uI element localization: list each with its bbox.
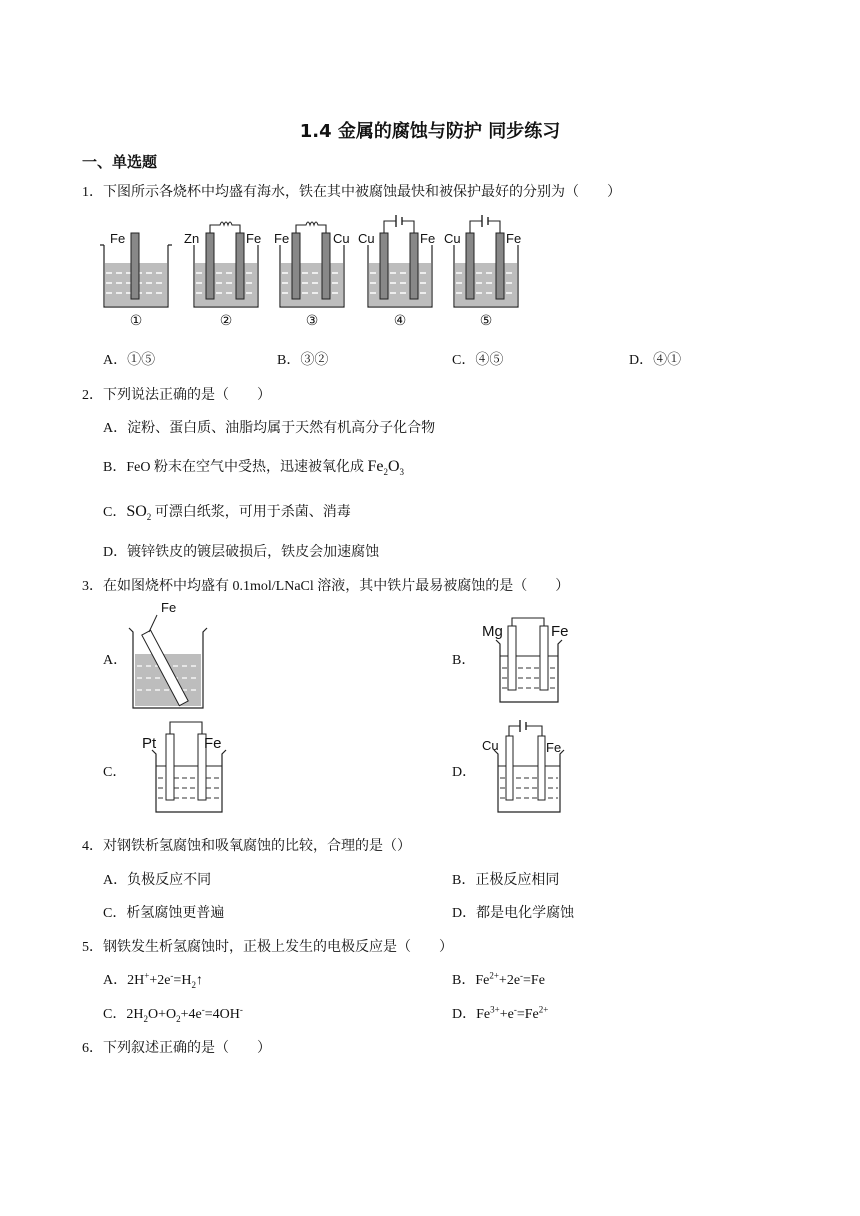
- q3-figure-a: [125, 598, 215, 714]
- q5b-5: =Fe: [523, 973, 545, 988]
- q3-figure-d: [480, 716, 580, 816]
- q3-c-metal-2: Fe: [204, 735, 222, 752]
- q5c-7: =4OH: [204, 1007, 240, 1022]
- q5b-3: +2e: [498, 973, 521, 988]
- question-1-figure: [96, 215, 536, 331]
- q5c-8: -: [239, 1004, 243, 1015]
- q5a-3: +2e: [149, 973, 171, 988]
- q1-option-a[interactable]: A．①⑤: [103, 353, 156, 368]
- q5c-1: C．2H: [103, 1007, 144, 1022]
- q2-option-a[interactable]: A．淀粉、蛋白质、油脂均属于天然有机高分子化合物: [103, 421, 436, 436]
- q1-b3-metal-1: Fe: [274, 231, 290, 246]
- q1-b4-metal-2: Fe: [420, 231, 436, 246]
- q5b-4: -: [520, 970, 524, 981]
- q1-fig-label-5: ⑤: [479, 312, 493, 328]
- q3-d-metal-2: Fe: [546, 740, 562, 755]
- q2-option-d[interactable]: D．镀锌铁皮的镀层破损后，铁皮会加速腐蚀: [103, 545, 380, 560]
- q3-d-metal-1: Cu: [482, 738, 499, 753]
- q5c-4: 2: [176, 1013, 181, 1024]
- q3-option-c-label[interactable]: C．: [103, 765, 127, 780]
- q1-b5-metal-1: Cu: [444, 231, 461, 246]
- q2-option-c-sub: 2: [146, 511, 152, 522]
- q1-b2-metal-2: Fe: [246, 231, 262, 246]
- q3-b-metal-2: Fe: [551, 623, 569, 640]
- q1-b3-metal-2: Cu: [333, 231, 350, 246]
- q5a-5: =H: [173, 973, 192, 988]
- question-2-stem: 2．下列说法正确的是（ ）: [82, 388, 271, 403]
- question-1-stem: 1．下图所示各烧杯中均盛有海水，铁在其中被腐蚀最快和被保护最好的分别为（ ）: [82, 185, 621, 200]
- q5a-4: -: [170, 970, 174, 981]
- question-5-stem: 5．钢铁发生析氢腐蚀时，正极上发生的电极反应是（ ）: [82, 940, 453, 955]
- q5d-4: -: [513, 1004, 517, 1015]
- q5a-1: A．2H: [103, 973, 145, 988]
- q5b-1: B．Fe: [452, 973, 490, 988]
- q1-b2-metal-1: Zn: [184, 231, 200, 246]
- q5-option-b[interactable]: [452, 969, 545, 989]
- q4-option-c[interactable]: C．析氢腐蚀更普遍: [103, 906, 225, 921]
- question-6-stem: 6．下列叙述正确的是（ ）: [82, 1041, 271, 1056]
- q5d-2: 3+: [490, 1004, 500, 1015]
- q3-c-metal-1: Pt: [142, 735, 157, 752]
- q5c-6: -: [201, 1004, 205, 1015]
- q5b-2: 2+: [489, 970, 499, 981]
- q5a-2: +: [144, 970, 150, 981]
- q2-option-b[interactable]: [103, 456, 404, 477]
- q1-b1-metal-1: Fe: [110, 231, 126, 246]
- q3-option-b-label[interactable]: B．: [452, 653, 476, 668]
- q1-option-d[interactable]: D．④①: [629, 353, 682, 368]
- q2-option-b-chem2: O: [387, 458, 400, 475]
- q5c-3: O+O: [147, 1007, 177, 1022]
- q5d-1: D．Fe: [452, 1007, 491, 1022]
- q5-option-c[interactable]: [103, 1003, 243, 1024]
- q5a-6: 2: [191, 979, 196, 990]
- q5-option-a[interactable]: [103, 969, 203, 990]
- q3-b-metal-1: Mg: [482, 623, 503, 640]
- q2-option-b-sub2: 3: [399, 466, 405, 477]
- q1-fig-label-1: ①: [129, 312, 143, 328]
- q2-option-c[interactable]: [103, 501, 351, 522]
- q4-option-b[interactable]: B．正极反应相同: [452, 873, 560, 888]
- q3-option-a-label[interactable]: A．: [103, 653, 128, 668]
- question-3-stem: 3．在如图烧杯中均盛有 0.1mol/LNaCl 溶液，其中铁片最易被腐蚀的是（ ）: [82, 579, 570, 594]
- q5c-2: 2: [143, 1013, 148, 1024]
- q5c-5: +4e: [180, 1007, 202, 1022]
- q3-figure-c: [140, 720, 240, 816]
- q3-figure-b: [482, 614, 582, 706]
- q5-option-d[interactable]: [452, 1003, 548, 1023]
- section-heading: 一、单选题: [82, 153, 158, 171]
- q5d-6: 2+: [538, 1004, 549, 1015]
- q3-a-metal: Fe: [161, 600, 177, 615]
- question-4-stem: 4．对钢铁析氢腐蚀和吸氧腐蚀的比较，合理的是（）: [82, 839, 411, 854]
- q2-option-b-chem: Fe: [367, 458, 384, 475]
- page-title: 1.4 金属的腐蚀与防护 同步练习: [299, 121, 561, 142]
- q4-option-a[interactable]: A．负极反应不同: [103, 873, 212, 888]
- q1-option-b[interactable]: B．③②: [277, 353, 329, 368]
- q1-fig-label-2: ②: [219, 312, 233, 328]
- q5d-3: +e: [499, 1007, 514, 1022]
- q2-option-c-chem: SO: [126, 503, 147, 520]
- q2-option-b-text: B．FeO 粉末在空气中受热，迅速被氧化成: [103, 460, 368, 475]
- q1-fig-label-4: ④: [393, 312, 407, 328]
- q4-option-d[interactable]: D．都是电化学腐蚀: [452, 906, 575, 921]
- q1-option-c[interactable]: C．④⑤: [452, 353, 504, 368]
- q2-option-c-prefix: C．: [103, 505, 127, 520]
- q2-option-b-sub1: 2: [383, 466, 388, 477]
- q1-b4-metal-1: Cu: [358, 231, 375, 246]
- q2-option-c-text: 可漂白纸浆，可用于杀菌、消毒: [151, 505, 351, 520]
- q1-b5-metal-2: Fe: [506, 231, 522, 246]
- q3-option-d-label[interactable]: D．: [452, 765, 477, 780]
- q5a-7: ↑: [195, 973, 203, 988]
- q5d-5: =Fe: [516, 1007, 539, 1022]
- q1-fig-label-3: ③: [305, 312, 319, 328]
